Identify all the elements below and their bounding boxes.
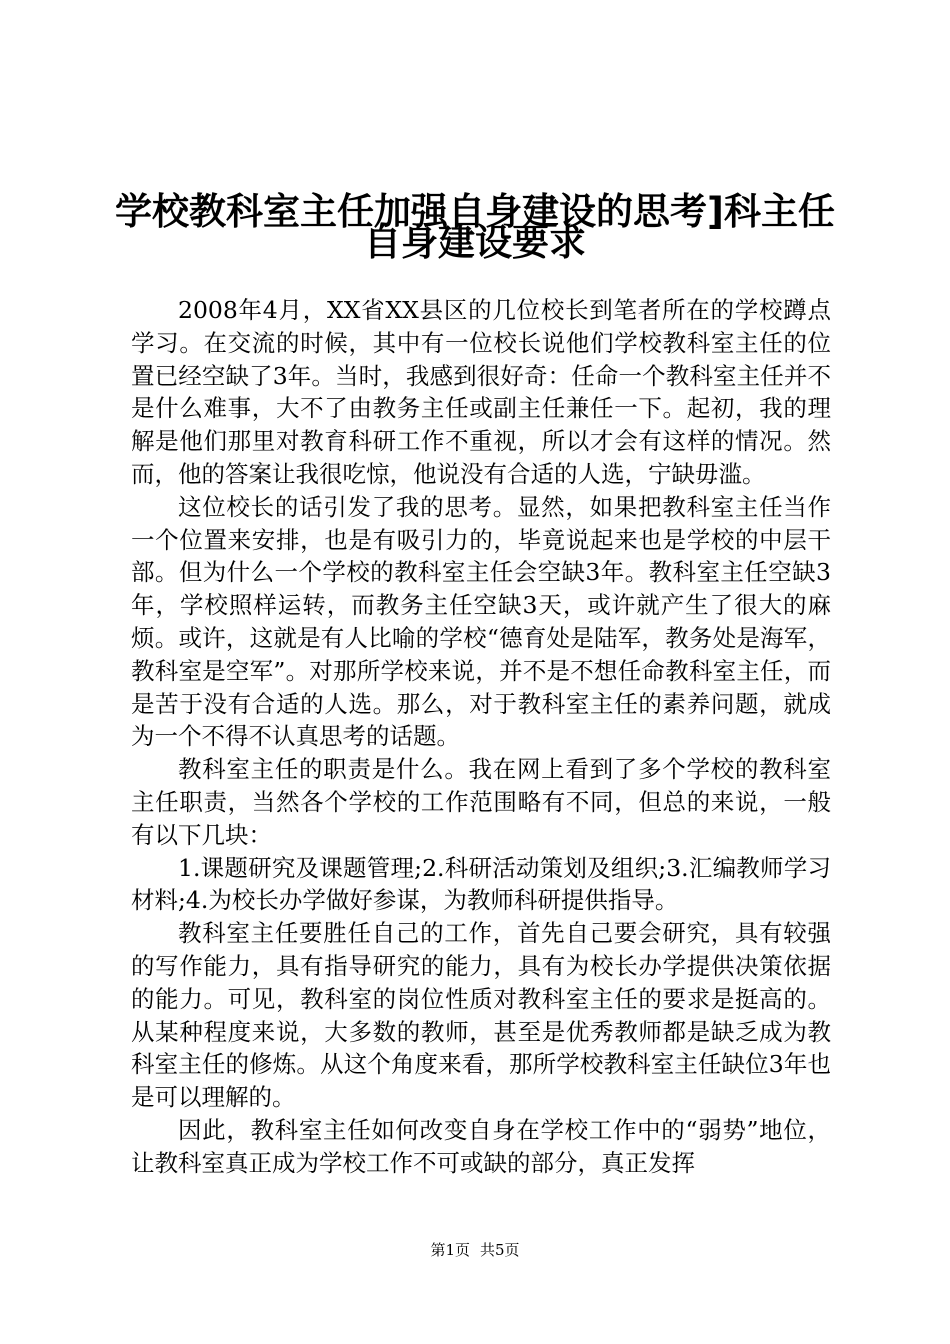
document-title-line-1: 学校教科室主任加强自身建设的思考]科主任 xyxy=(115,190,835,233)
paragraph: 教科室主任要胜任自己的工作，首先自己要会研究，具有较强的写作能力，具有指导研究的能力，具有为校长办学提供决策依据的能力。可见，教科室的岗位性质对教科室主任的要求是挺高的。从某种程度来说，大多数的教师，甚至是优秀教师都是缺乏成为教科室主任的修炼。从这个角度来看，那所学校教科室主任缺位3年也是可以理解的。 xyxy=(131,919,831,1112)
document-body xyxy=(131,294,831,1180)
page-footer xyxy=(0,1240,950,1260)
paragraph: 1.课题研究及课题管理;2.科研活动策划及组织;3.汇编教师学习材料;4.为校长办学做好参谋，为教师科研提供指导。 xyxy=(131,853,831,915)
document-title-line-2: 自身建设要求 xyxy=(364,221,586,264)
paragraph: 2008年4月，XX省XX县区的几位校长到笔者所在的学校蹲点学习。在交流的时候，其中有一位校长说他们学校教科室主任的位置已经空缺了3年。当时，我感到很好奇：任命一个教科室主任并不是什么难事，大不了由教务主任或副主任兼任一下。起初，我的理解是他们那里对教育科研工作不重视，所以才会有这样的情况。然而，他的答案让我很吃惊，他说没有合适的人选，宁缺毋滥。 xyxy=(131,296,831,488)
page-number: 第1页 xyxy=(430,1241,470,1259)
paragraph: 教科室主任的职责是什么。我在网上看到了多个学校的教科室主任职责，当然各个学校的工作范围略有不同，但总的来说，一般有以下几块： xyxy=(131,755,831,849)
page-total: 共5页 xyxy=(480,1241,520,1259)
paragraph: 这位校长的话引发了我的思考。显然，如果把教科室主任当作一个位置来安排，也是有吸引力的，毕竟说起来也是学校的中层干部。但为什么一个学校的教科室主任会空缺3年。教科室主任空缺3年，学校照样运转，而教务主任空缺3天，或许就产生了很大的麻烦。或许，这就是有人比喻的学校“德育处是陆军，教务处是海军，教科室是空军”。对那所学校来说，并不是不想任命教科室主任，而是苦于没有合适的人选。那么，对于教科室主任的素养问题，就成为一个不得不认真思考的话题。 xyxy=(131,492,831,751)
paragraph: 因此，教科室主任如何改变自身在学校工作中的“弱势”地位，让教科室真正成为学校工作不可或缺的部分，真正发挥 xyxy=(131,1115,831,1177)
